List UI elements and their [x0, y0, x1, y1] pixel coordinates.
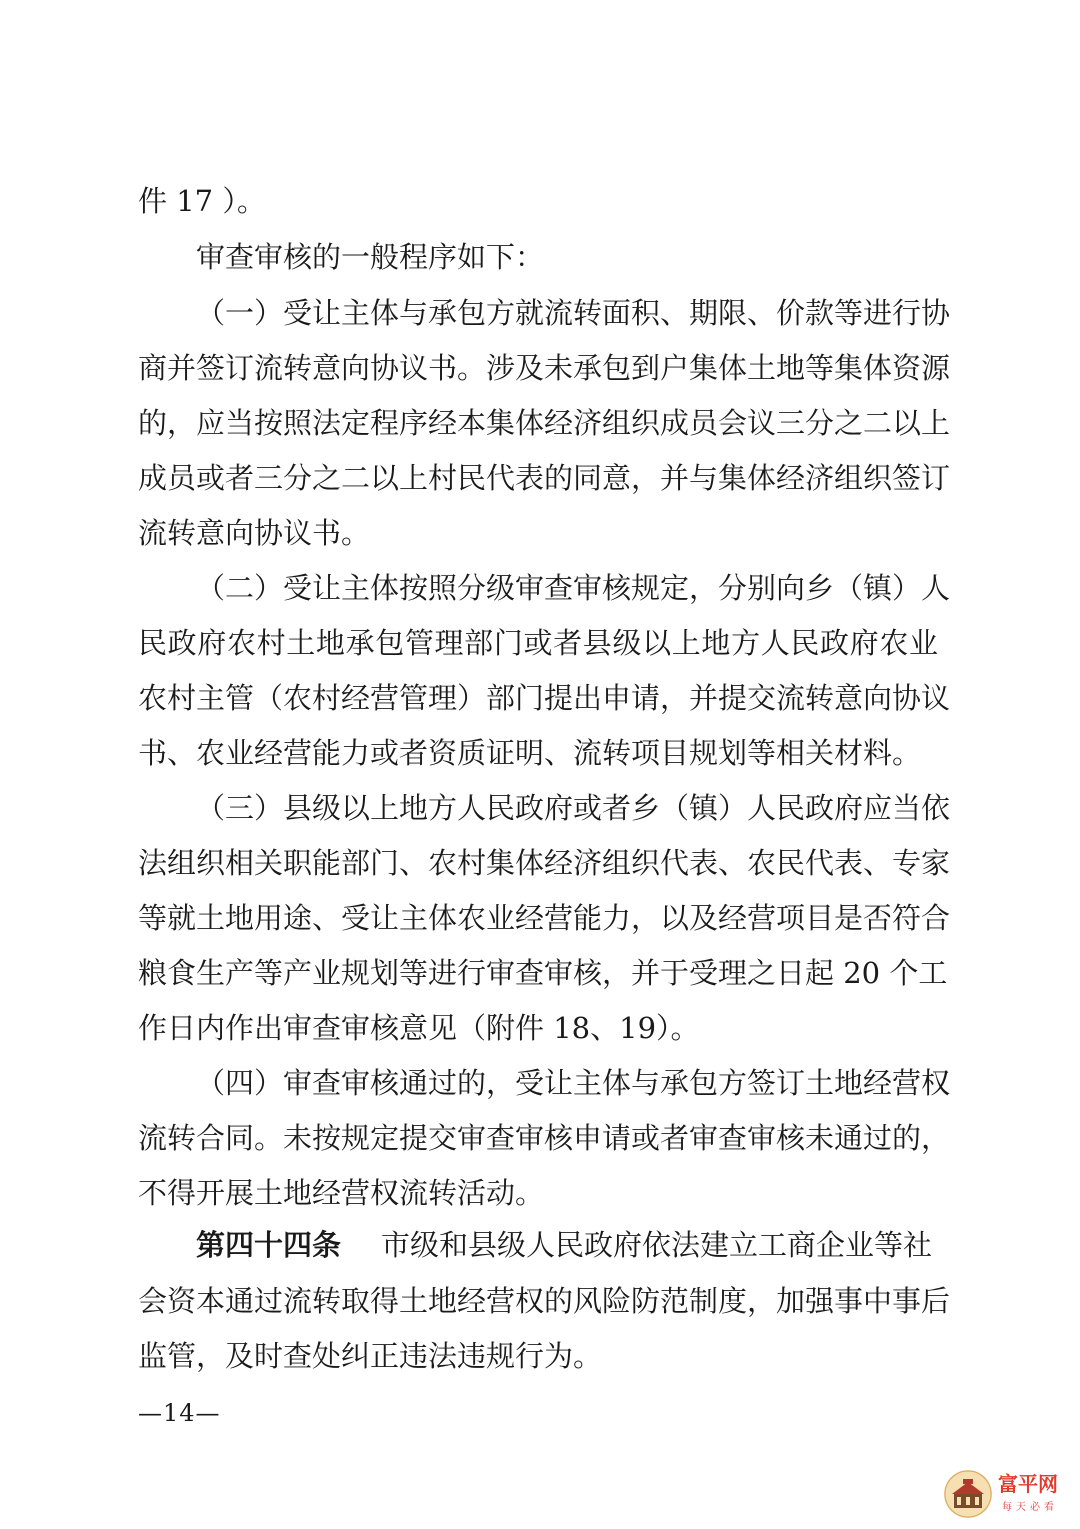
watermark-name: 富平网: [998, 1472, 1058, 1496]
article-number: 第四十四条: [196, 1228, 342, 1262]
watermark-slogan: 每天必看: [1002, 1502, 1058, 1513]
text-line: 监管，及时查处纠正违法违规行为。: [138, 1339, 603, 1373]
text-line: 成员或者三分之二以上村民代表的同意，并与集体经济组织签订: [138, 461, 951, 495]
text-line: 的，应当按照法定程序经本集体经济组织成员会议三分之二以上: [138, 406, 951, 440]
text-line: （四）审查审核通过的，受让主体与承包方签订土地经营权: [196, 1066, 951, 1100]
text-line: 作日内作出审查审核意见（附件 18、19）。: [138, 1011, 700, 1045]
article-text: 市级和县级人民政府依法建立工商企业等社: [381, 1228, 933, 1262]
text-line: 粮食生产等产业规划等进行审查审核，并于受理之日起 20 个工: [138, 956, 948, 990]
text-line: 等就土地用途、受让主体农业经营能力，以及经营项目是否符合: [138, 901, 951, 935]
text-line: （二）受让主体按照分级审查审核规定，分别向乡（镇）人: [196, 571, 951, 605]
watermark: [944, 1468, 1074, 1524]
watermark-logo-icon: [944, 1470, 992, 1518]
text-line: 流转合同。未按规定提交审查审核申请或者审查审核未通过的，: [138, 1121, 951, 1155]
text-line: 不得开展土地经营权流转活动。: [138, 1176, 545, 1210]
text-line: 件 17 ）。: [138, 184, 266, 218]
text-line: （三）县级以上地方人民政府或者乡（镇）人民政府应当依: [196, 791, 951, 825]
text-line: 书、农业经营能力或者资质证明、流转项目规划等相关材料。: [138, 736, 922, 770]
text-line: 法组织相关职能部门、农村集体经济组织代表、农民代表、专家: [138, 846, 951, 880]
article-first-line: [196, 1218, 938, 1272]
page-number: —14—: [138, 1399, 221, 1427]
text-line: 流转意向协议书。: [138, 516, 371, 550]
text-line: 农村主管（农村经营管理）部门提出申请，并提交流转意向协议: [138, 681, 951, 715]
text-line: 审查审核的一般程序如下：: [196, 240, 545, 274]
text-line: 商并签订流转意向协议书。涉及未承包到户集体土地等集体资源: [138, 351, 951, 385]
text-line: 会资本通过流转取得土地经营权的风险防范制度，加强事中事后: [138, 1284, 951, 1318]
text-line: 民政府农村土地承包管理部门或者县级以上地方人民政府农业: [138, 626, 938, 660]
text-line: （一）受让主体与承包方就流转面积、期限、价款等进行协: [196, 296, 951, 330]
